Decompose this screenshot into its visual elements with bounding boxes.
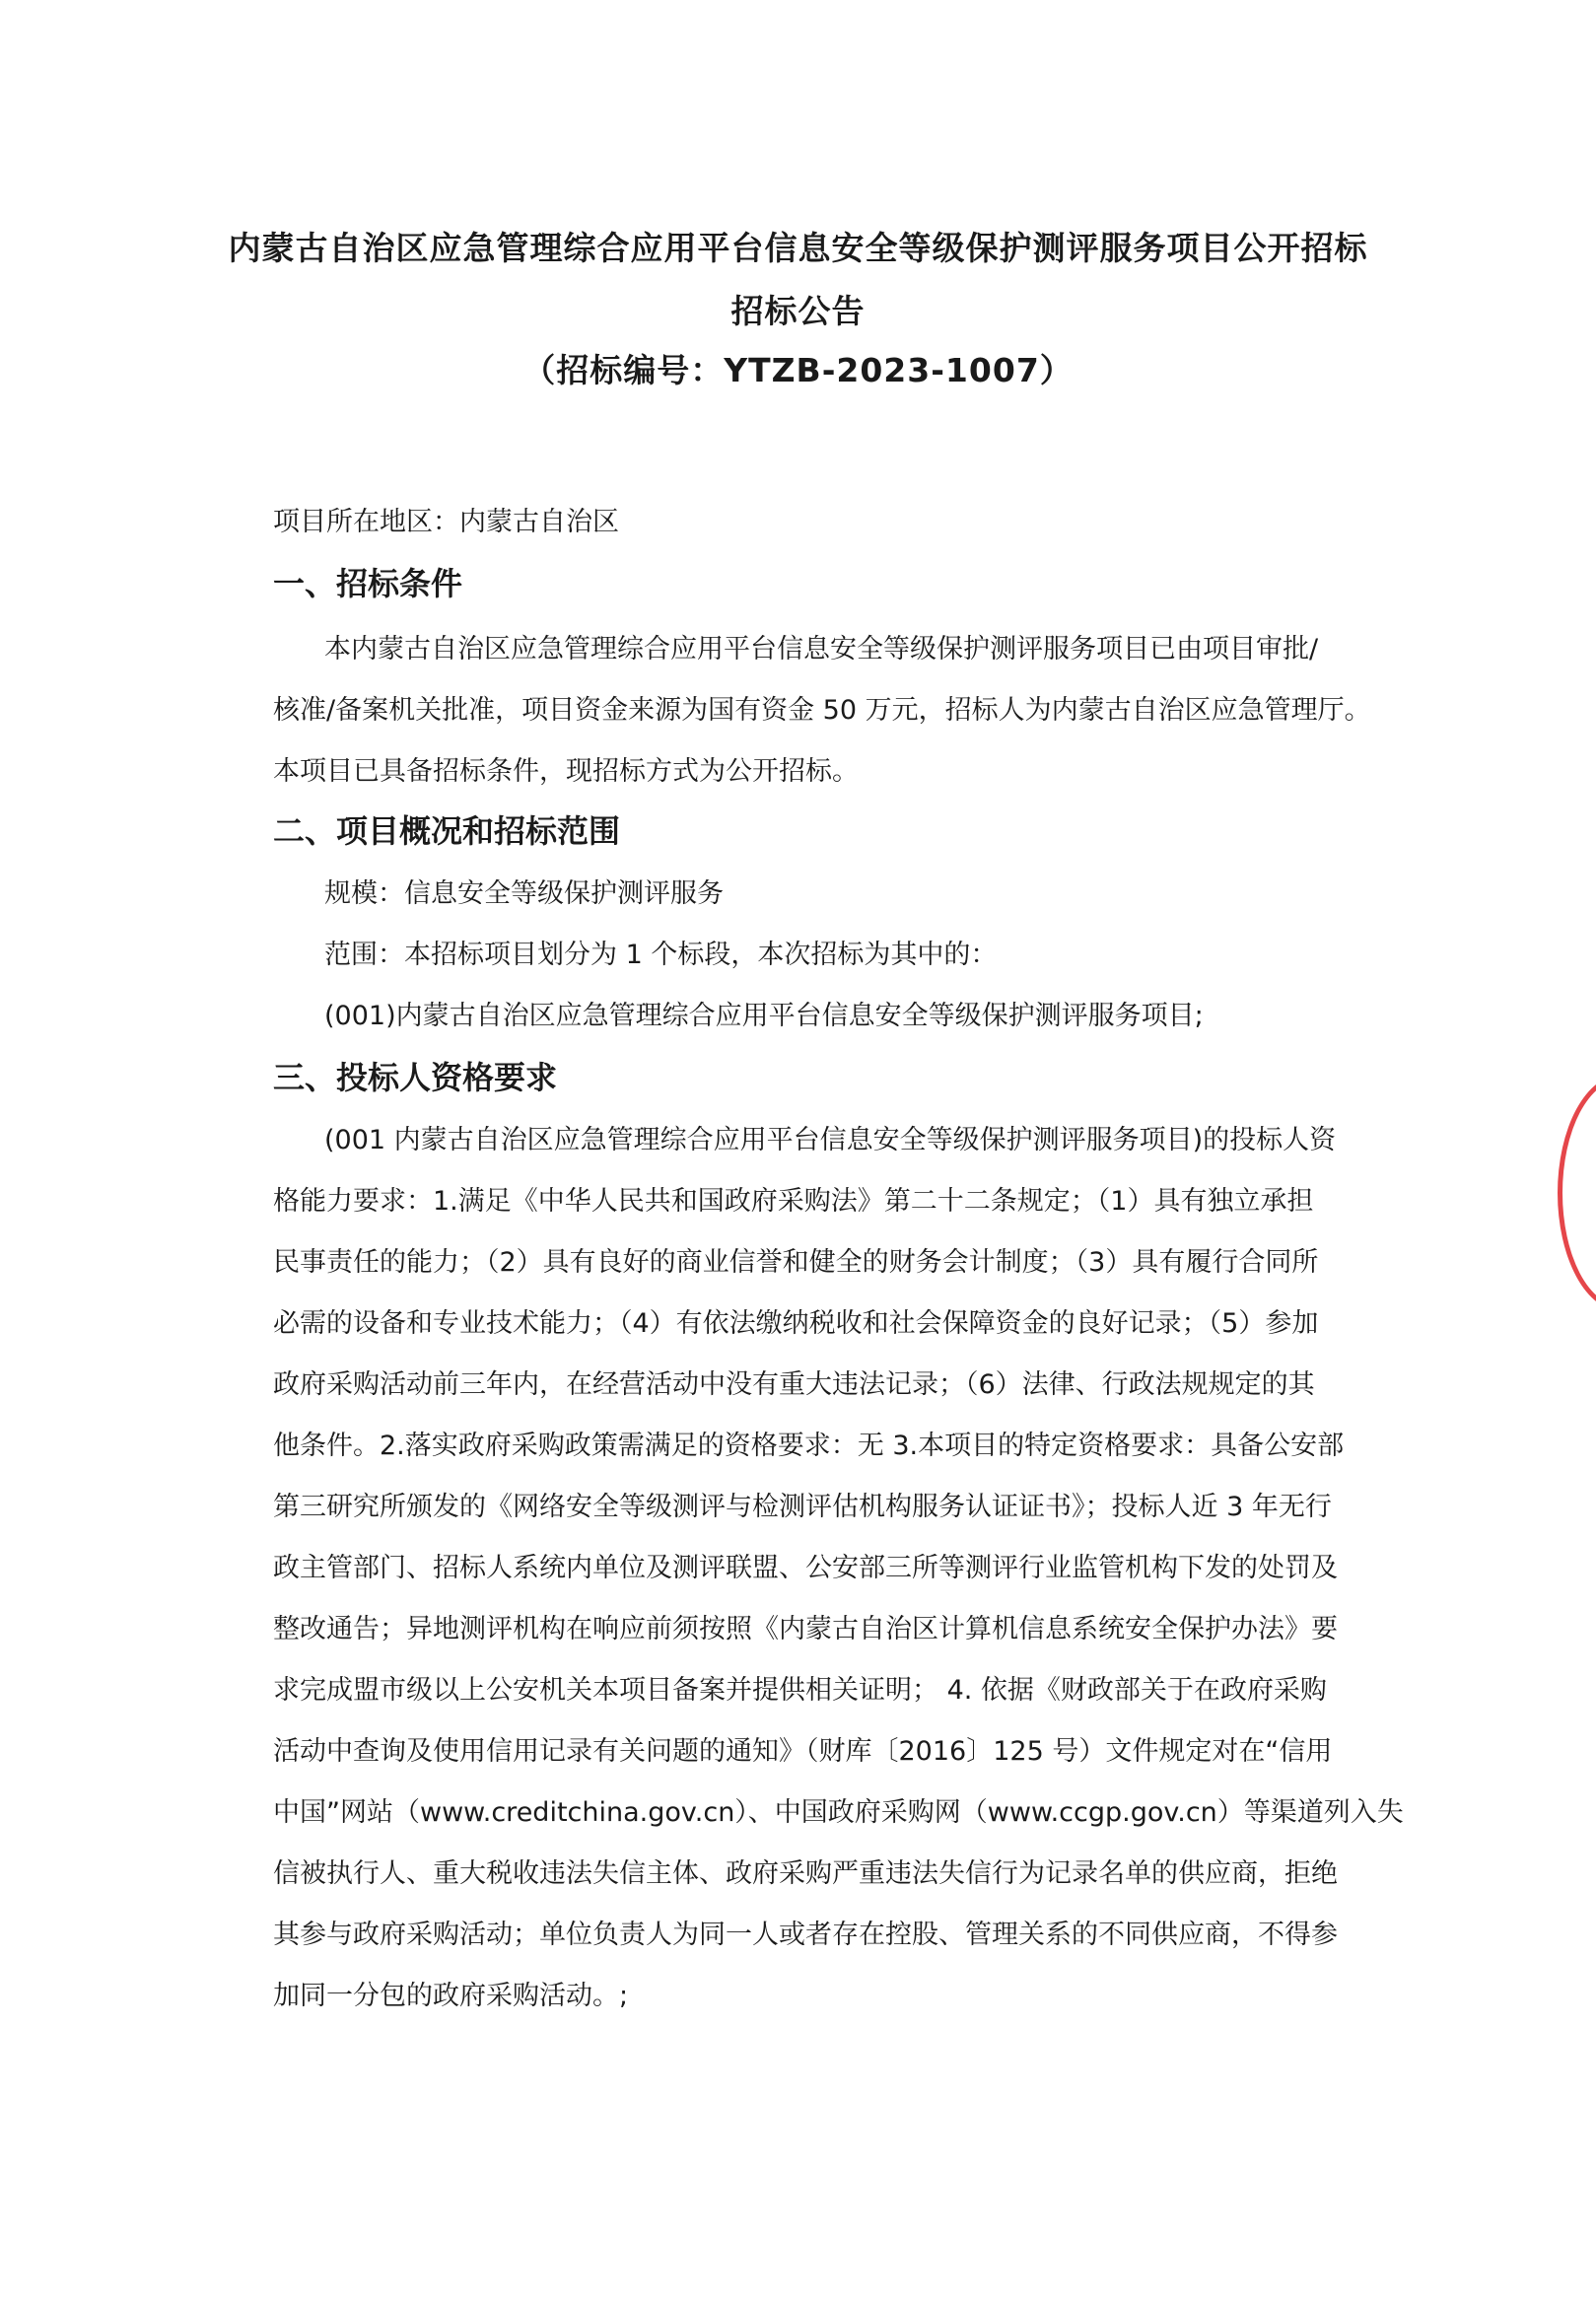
section-1-line: 本内蒙古自治区应急管理综合应用平台信息安全等级保护测评服务项目已由项目审批/ — [324, 634, 1319, 664]
section-3-line: 其参与政府采购活动；单位负责人为同一人或者存在控股、管理关系的不同供应商，不得参 — [273, 1920, 1338, 1950]
section-1-heading: 一、招标条件 — [273, 565, 463, 602]
section-1-line: 本项目已具备招标条件，现招标方式为公开招标。 — [273, 756, 859, 787]
section-3-line: 活动中查询及使用信用记录有关问题的通知》（财库〔2016〕125 号）文件规定对在“信用 — [273, 1736, 1333, 1767]
section-2-line: 范围：本招标项目划分为 1 个标段，本次招标为其中的： — [324, 940, 998, 970]
section-3-line: 民事责任的能力；（2）具有良好的商业信誉和健全的财务会计制度；（3）具有履行合同所 — [273, 1247, 1319, 1278]
title-line-2: 招标公告 — [730, 292, 866, 330]
section-3-line: 信被执行人、重大税收违法失信主体、政府采购严重违法失信行为记录名单的供应商，拒绝 — [273, 1858, 1338, 1889]
tender-number: （招标编号：YTZB-2023-1007） — [522, 351, 1074, 389]
section-3-line: (001 内蒙古自治区应急管理综合应用平台信息安全等级保护测评服务项目)的投标人资 — [324, 1125, 1337, 1155]
section-2-line: 规模：信息安全等级保护测评服务 — [324, 878, 724, 909]
section-3-line: 整改通告；异地测评机构在响应前须按照《内蒙古自治区计算机信息系统安全保护办法》要 — [273, 1614, 1338, 1644]
section-3-line: 政主管部门、招标人系统内单位及测评联盟、公安部三所等测评行业监管机构下发的处罚及 — [273, 1553, 1338, 1583]
project-location: 项目所在地区：内蒙古自治区 — [273, 507, 619, 537]
section-3-line: 加同一分包的政府采购活动。; — [273, 1981, 629, 2011]
section-3-heading: 三、投标人资格要求 — [273, 1059, 558, 1096]
official-seal-stamp — [1558, 1075, 1596, 1311]
section-2-heading: 二、项目概况和招标范围 — [273, 812, 621, 850]
section-3-line: 第三研究所颁发的《网络安全等级测评与检测评估机构服务认证证书》；投标人近 3 年无行 — [273, 1492, 1332, 1522]
section-3-line: 中国”网站（www.creditchina.gov.cn）、中国政府采购网（www.ccgp.gov.cn）等渠道列入失 — [273, 1797, 1404, 1828]
title-line-1: 内蒙古自治区应急管理综合应用平台信息安全等级保护测评服务项目公开招标 — [228, 229, 1368, 267]
section-3-line: 政府采购活动前三年内，在经营活动中没有重大违法记录；（6）法律、行政法规规定的其 — [273, 1369, 1315, 1400]
section-1-line: 核准/备案机关批准，项目资金来源为国有资金 50 万元，招标人为内蒙古自治区应急管理厅。 — [273, 695, 1371, 726]
section-3-line: 他条件。2.落实政府采购政策需满足的资格要求：无 3.本项目的特定资格要求：具备公安部 — [273, 1431, 1345, 1461]
section-3-line: 求完成盟市级以上公安机关本项目备案并提供相关证明； 4. 依据《财政部关于在政府采购 — [273, 1675, 1327, 1706]
section-2-line: (001)内蒙古自治区应急管理综合应用平台信息安全等级保护测评服务项目; — [324, 1001, 1204, 1031]
section-3-line: 格能力要求：1.满足《中华人民共和国政府采购法》第二十二条规定；（1）具有独立承担 — [273, 1186, 1314, 1217]
section-3-line: 必需的设备和专业技术能力；（4）有依法缴纳税收和社会保障资金的良好记录；（5）参加 — [273, 1308, 1319, 1339]
